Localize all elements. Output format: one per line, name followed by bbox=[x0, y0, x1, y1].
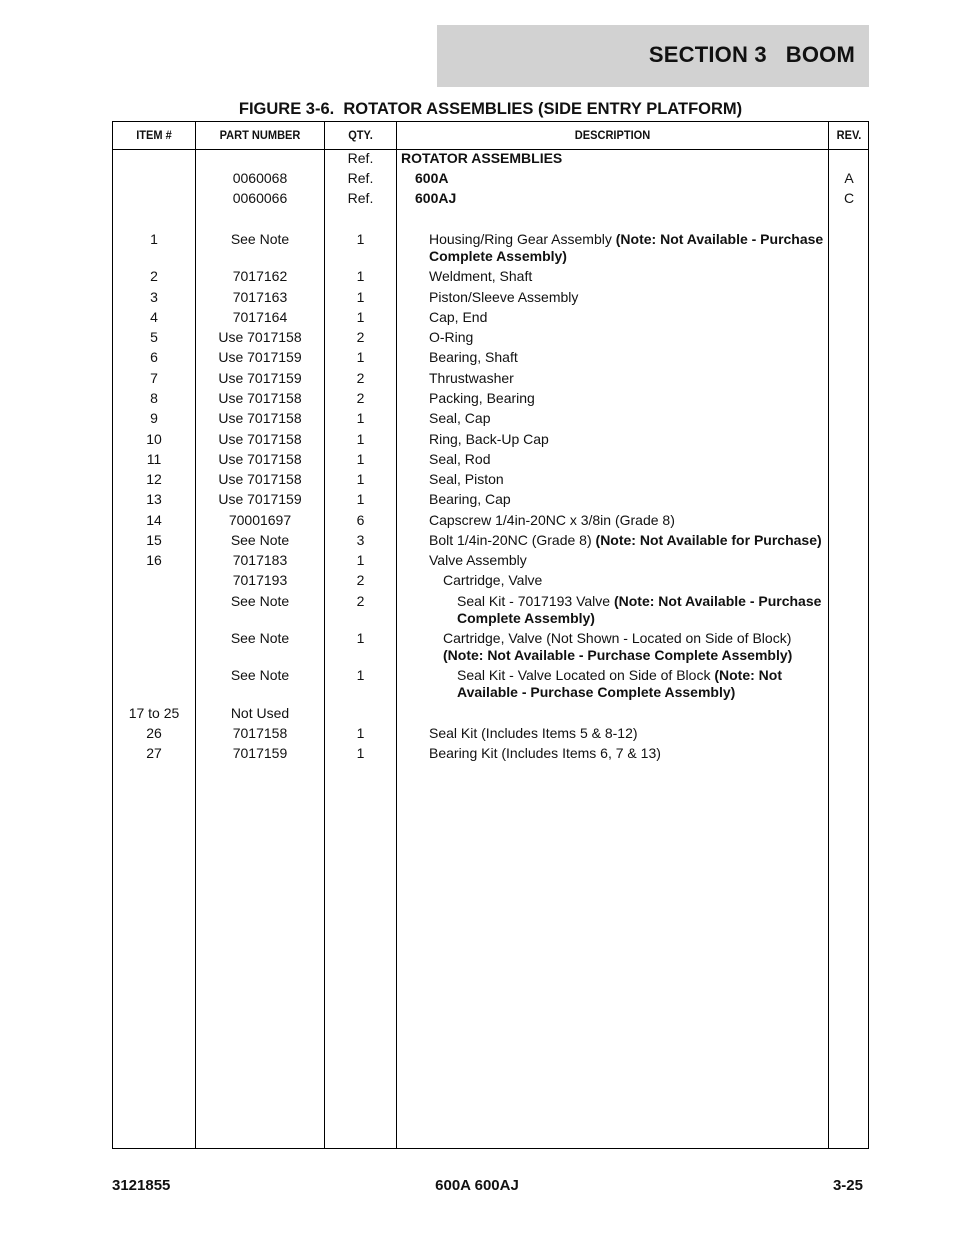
description-cell bbox=[457, 667, 827, 701]
description-note: (Note: Not Available - Purchase Complete Assembly) bbox=[429, 231, 824, 264]
description-text: Capscrew 1/4in-20NC x 3/8in (Grade 8) bbox=[429, 512, 675, 528]
description-cell bbox=[429, 231, 827, 265]
description-text: ROTATOR ASSEMBLIES bbox=[401, 150, 563, 166]
description-text: 600AJ bbox=[415, 190, 457, 206]
qty-cell: 2 bbox=[356, 593, 365, 609]
qty-cell: 1 bbox=[356, 410, 365, 426]
description-text: Seal, Piston bbox=[429, 471, 504, 487]
description-text: Weldment, Shaft bbox=[429, 268, 533, 284]
item-cell: 6 bbox=[150, 349, 158, 365]
qty-cell: 1 bbox=[356, 471, 365, 487]
description-text: Thrustwasher bbox=[429, 370, 514, 386]
description-cell bbox=[429, 390, 827, 407]
item-cell: 10 bbox=[146, 431, 162, 447]
description-cell bbox=[401, 150, 827, 167]
part-number-cell: 7017193 bbox=[232, 572, 288, 588]
part-number-cell: 7017183 bbox=[232, 552, 288, 568]
description-note: (Note: Not Available - Purchase Complete Assembly) bbox=[457, 667, 782, 700]
description-text: Ring, Back-Up Cap bbox=[429, 431, 549, 447]
part-number-cell: Use 7017159 bbox=[218, 349, 302, 365]
description-text: Bearing, Shaft bbox=[429, 349, 518, 365]
qty-cell: 2 bbox=[356, 390, 365, 406]
qty-cell: 1 bbox=[356, 745, 365, 761]
part-number-cell: 0060066 bbox=[232, 190, 288, 206]
part-number-cell: See Note bbox=[230, 231, 290, 247]
description-cell bbox=[415, 170, 827, 187]
part-number-cell: 7017163 bbox=[232, 289, 288, 305]
qty-cell: 2 bbox=[356, 572, 365, 588]
description-text: Cap, End bbox=[429, 309, 488, 325]
description-cell bbox=[443, 572, 827, 589]
qty-cell: Ref. bbox=[347, 150, 374, 166]
page-number: 3-25 bbox=[832, 1177, 863, 1194]
description-note: (Note: Not Available for Purchase) bbox=[595, 532, 822, 548]
part-number-cell: 70001697 bbox=[228, 512, 292, 528]
section-header bbox=[437, 25, 869, 87]
item-cell: 7 bbox=[150, 370, 158, 386]
table-body bbox=[113, 122, 868, 1148]
column-header-qty: QTY. bbox=[348, 128, 373, 142]
description-cell bbox=[429, 289, 827, 306]
qty-cell: Ref. bbox=[347, 170, 374, 186]
description-note: (Note: Not Available - Purchase Complete Assembly) bbox=[443, 647, 793, 663]
item-cell: 2 bbox=[150, 268, 158, 284]
qty-cell: 3 bbox=[356, 532, 365, 548]
description-text: Seal, Rod bbox=[429, 451, 491, 467]
footer-models-text: 600A 600AJ bbox=[435, 1177, 519, 1194]
parts-table bbox=[112, 121, 869, 1149]
qty-cell: 2 bbox=[356, 370, 365, 386]
part-number-cell: 0060068 bbox=[232, 170, 288, 186]
item-cell: 13 bbox=[146, 491, 162, 507]
qty-cell: 1 bbox=[356, 431, 365, 447]
description-text: Bearing, Cap bbox=[429, 491, 511, 507]
description-cell bbox=[429, 725, 827, 742]
part-number-cell: See Note bbox=[230, 593, 290, 609]
qty-cell: 1 bbox=[356, 630, 365, 646]
description-cell bbox=[429, 512, 827, 529]
part-number-cell: 7017162 bbox=[232, 268, 288, 284]
part-number-cell: See Note bbox=[230, 630, 290, 646]
item-cell: 15 bbox=[146, 532, 162, 548]
item-cell: 14 bbox=[146, 512, 162, 528]
description-cell bbox=[429, 329, 827, 346]
item-cell: 5 bbox=[150, 329, 158, 345]
part-number-cell: See Note bbox=[230, 667, 290, 683]
description-cell bbox=[429, 745, 827, 762]
description-cell bbox=[457, 593, 827, 627]
qty-cell: 1 bbox=[356, 552, 365, 568]
figure-title: FIGURE 3-6. ROTATOR ASSEMBLIES (SIDE ENTRY PLATFORM) bbox=[238, 100, 743, 118]
column-header-rev: REV. bbox=[836, 128, 862, 142]
description-text: Packing, Bearing bbox=[429, 390, 535, 406]
rev-cell: C bbox=[843, 190, 855, 206]
description-cell bbox=[443, 630, 827, 664]
qty-cell: 1 bbox=[356, 268, 365, 284]
item-cell: 27 bbox=[146, 745, 162, 761]
description-cell bbox=[429, 451, 827, 468]
item-cell: 17 to 25 bbox=[128, 705, 180, 721]
part-number-cell: Use 7017159 bbox=[218, 370, 302, 386]
description-cell bbox=[429, 532, 827, 549]
part-number-cell: Use 7017158 bbox=[218, 390, 302, 406]
description-text: Seal Kit (Includes Items 5 & 8-12) bbox=[429, 725, 638, 741]
part-number-cell: Use 7017159 bbox=[218, 491, 302, 507]
qty-cell: 1 bbox=[356, 491, 365, 507]
qty-cell: Ref. bbox=[347, 190, 374, 206]
description-text: O-Ring bbox=[429, 329, 474, 345]
qty-cell: 2 bbox=[356, 329, 365, 345]
description-text: Cartridge, Valve bbox=[443, 572, 543, 588]
qty-cell: 1 bbox=[356, 451, 365, 467]
description-cell bbox=[429, 309, 827, 326]
part-number-cell: Use 7017158 bbox=[218, 471, 302, 487]
part-number-cell: Use 7017158 bbox=[218, 410, 302, 426]
description-text: 600A bbox=[415, 170, 449, 186]
description-cell bbox=[429, 410, 827, 427]
doc-number: 3121855 bbox=[112, 1177, 171, 1194]
part-number-cell: 7017159 bbox=[232, 745, 288, 761]
description-text: Cartridge, Valve (Not Shown - Located on Side of Block) bbox=[443, 630, 792, 646]
description-text: Valve Assembly bbox=[429, 552, 527, 568]
item-cell: 1 bbox=[150, 231, 158, 247]
description-cell bbox=[429, 349, 827, 366]
part-number-cell: 7017158 bbox=[232, 725, 288, 741]
qty-cell: 1 bbox=[356, 349, 365, 365]
item-cell: 16 bbox=[146, 552, 162, 568]
qty-cell: 1 bbox=[356, 667, 365, 683]
qty-cell: 1 bbox=[356, 309, 365, 325]
part-number-cell: See Note bbox=[230, 532, 290, 548]
part-number-cell: Not Used bbox=[230, 705, 290, 721]
item-cell: 12 bbox=[146, 471, 162, 487]
description-text: Bolt 1/4in-20NC (Grade 8) bbox=[429, 532, 596, 548]
footer-models bbox=[0, 1177, 954, 1194]
description-cell bbox=[429, 552, 827, 569]
qty-cell: 1 bbox=[356, 289, 365, 305]
description-text: Housing/Ring Gear Assembly bbox=[429, 231, 616, 247]
part-number-cell: Use 7017158 bbox=[218, 431, 302, 447]
column-header-description: DESCRIPTION bbox=[574, 128, 651, 142]
item-cell: 3 bbox=[150, 289, 158, 305]
item-cell: 26 bbox=[146, 725, 162, 741]
description-text: Seal Kit - Valve Located on Side of Block bbox=[457, 667, 715, 683]
rev-cell: A bbox=[844, 170, 854, 186]
description-note: (Note: Not Available - Purchase Complete Assembly) bbox=[457, 593, 822, 626]
description-text: Piston/Sleeve Assembly bbox=[429, 289, 579, 305]
qty-cell: 6 bbox=[356, 512, 365, 528]
description-text: Seal, Cap bbox=[429, 410, 491, 426]
column-header-item: ITEM # bbox=[136, 128, 172, 142]
part-number-cell: Use 7017158 bbox=[218, 329, 302, 345]
qty-cell: 1 bbox=[356, 231, 365, 247]
qty-cell: 1 bbox=[356, 725, 365, 741]
description-text: Seal Kit - 7017193 Valve bbox=[457, 593, 614, 609]
section-title: SECTION 3 BOOM bbox=[648, 42, 855, 67]
description-text: Bearing Kit (Includes Items 6, 7 & 13) bbox=[429, 745, 661, 761]
description-cell bbox=[429, 491, 827, 508]
item-cell: 11 bbox=[146, 451, 162, 467]
description-cell bbox=[429, 370, 827, 387]
item-cell: 4 bbox=[150, 309, 158, 325]
description-cell bbox=[429, 471, 827, 488]
item-cell: 8 bbox=[150, 390, 158, 406]
part-number-cell: Use 7017158 bbox=[218, 451, 302, 467]
description-cell bbox=[415, 190, 827, 207]
description-cell bbox=[429, 268, 827, 285]
column-header-part-number: PART NUMBER bbox=[219, 128, 301, 142]
description-cell bbox=[429, 431, 827, 448]
part-number-cell: 7017164 bbox=[232, 309, 288, 325]
item-cell: 9 bbox=[150, 410, 158, 426]
